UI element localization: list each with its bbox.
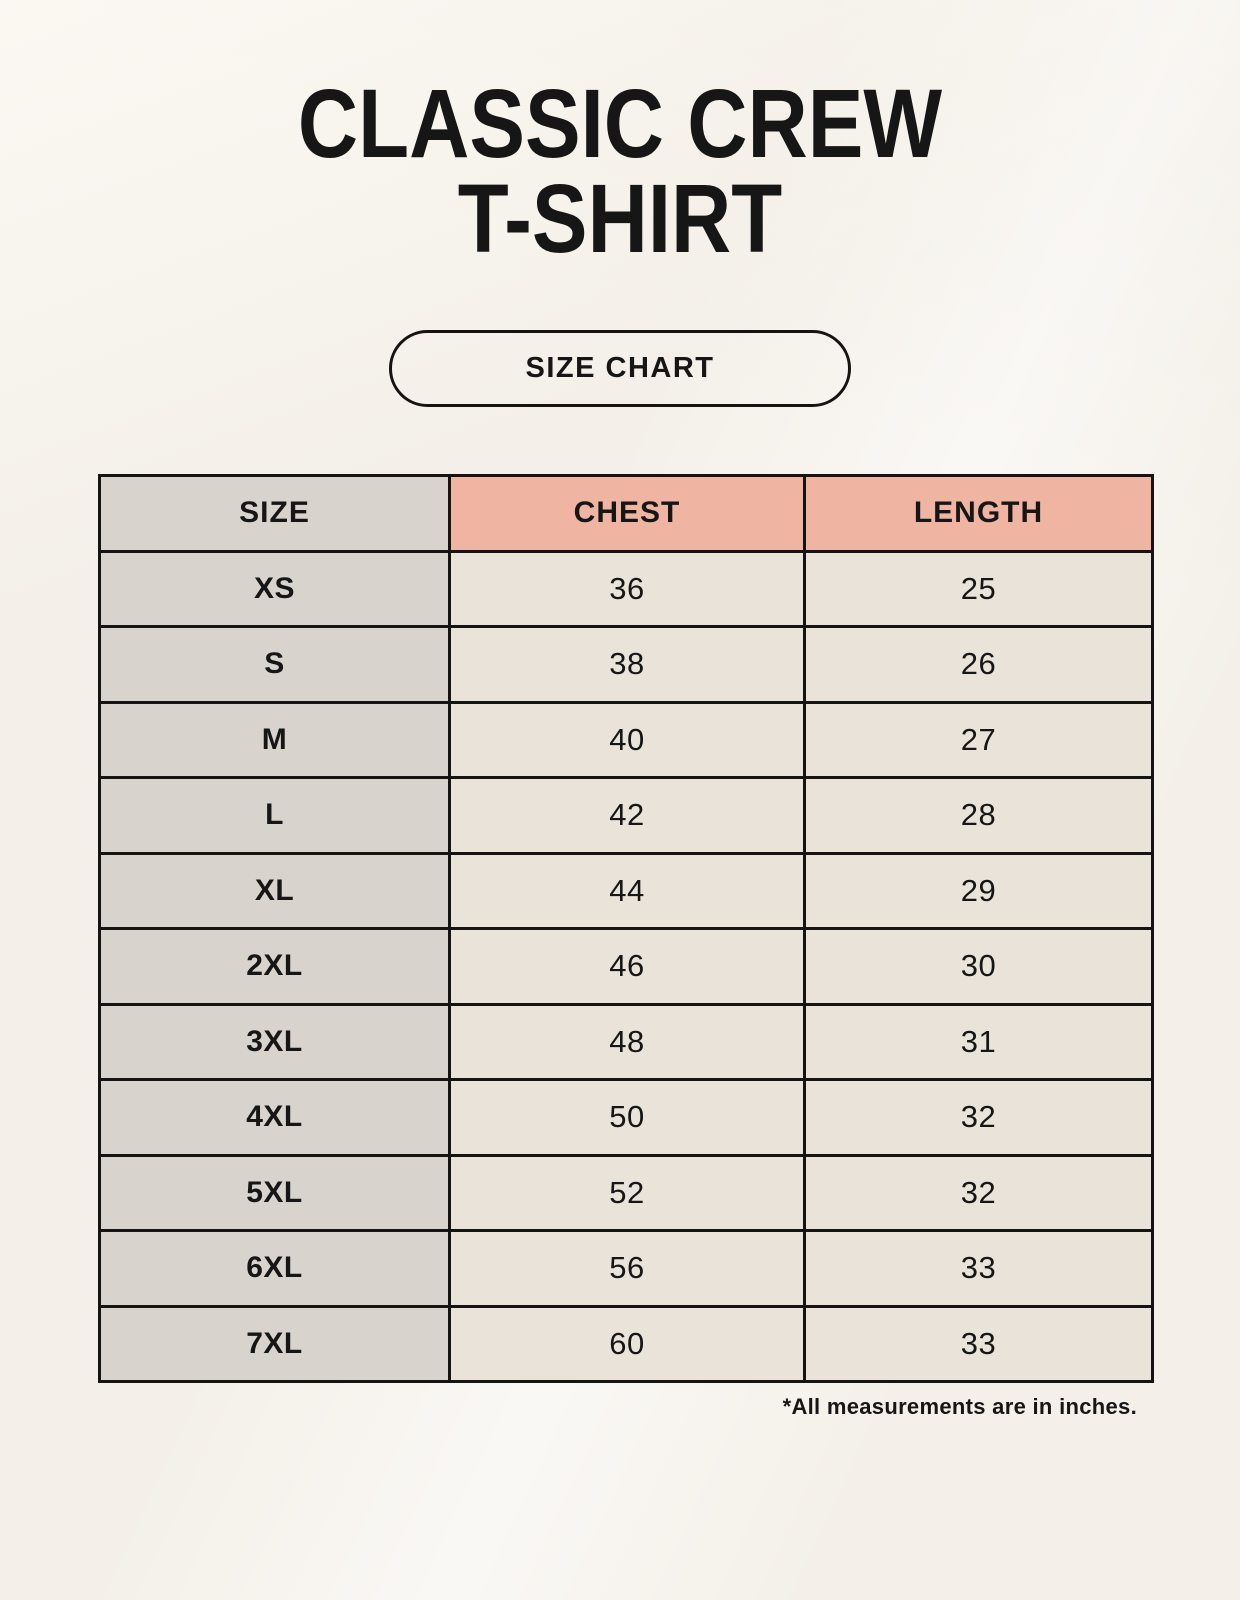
chest-value-cell: 40	[450, 702, 805, 778]
table-row	[100, 1155, 1153, 1231]
length-value-cell: 32	[805, 1080, 1153, 1156]
size-table-body	[100, 551, 1153, 1382]
page-title	[87, 0, 1153, 274]
column-header-size: SIZE	[100, 476, 450, 552]
table-row	[100, 1306, 1153, 1382]
size-label-cell: M	[100, 702, 450, 778]
measurements-footnote: *All measurements are in inches.	[782, 1394, 1137, 1420]
chest-value-cell: 52	[450, 1155, 805, 1231]
page-title-line-2: T-SHIRT	[457, 164, 783, 274]
table-row	[100, 778, 1153, 854]
chest-value-cell: 56	[450, 1231, 805, 1307]
size-label-cell: L	[100, 778, 450, 854]
table-row	[100, 1004, 1153, 1080]
length-value-cell: 26	[805, 627, 1153, 703]
size-label-cell: 3XL	[100, 1004, 450, 1080]
length-value-cell: 30	[805, 929, 1153, 1005]
table-row	[100, 551, 1153, 627]
table-row	[100, 627, 1153, 703]
size-label-cell: 7XL	[100, 1306, 450, 1382]
chest-value-cell: 50	[450, 1080, 805, 1156]
size-table	[98, 474, 1154, 1383]
chest-value-cell: 48	[450, 1004, 805, 1080]
chest-value-cell: 42	[450, 778, 805, 854]
size-label-cell: 6XL	[100, 1231, 450, 1307]
length-value-cell: 29	[805, 853, 1153, 929]
length-value-cell: 28	[805, 778, 1153, 854]
chest-value-cell: 46	[450, 929, 805, 1005]
size-label-cell: S	[100, 627, 450, 703]
column-header-length: LENGTH	[805, 476, 1153, 552]
table-row	[100, 1080, 1153, 1156]
table-row	[100, 853, 1153, 929]
page-title-line-1: CLASSIC CREW	[297, 69, 943, 178]
chest-value-cell: 60	[450, 1306, 805, 1382]
length-value-cell: 33	[805, 1231, 1153, 1307]
size-label-cell: 5XL	[100, 1155, 450, 1231]
length-value-cell: 27	[805, 702, 1153, 778]
size-chart-badge[interactable]: SIZE CHART	[389, 330, 851, 407]
chest-value-cell: 36	[450, 551, 805, 627]
size-table-header	[100, 476, 1153, 552]
size-label-cell: 2XL	[100, 929, 450, 1005]
length-value-cell: 25	[805, 551, 1153, 627]
length-value-cell: 31	[805, 1004, 1153, 1080]
chest-value-cell: 44	[450, 853, 805, 929]
column-header-chest: CHEST	[450, 476, 805, 552]
size-table-container	[98, 474, 1151, 1383]
header-row	[100, 476, 1153, 552]
chest-value-cell: 38	[450, 627, 805, 703]
length-value-cell: 33	[805, 1306, 1153, 1382]
length-value-cell: 32	[805, 1155, 1153, 1231]
size-label-cell: XS	[100, 551, 450, 627]
table-row	[100, 702, 1153, 778]
size-label-cell: XL	[100, 853, 450, 929]
size-label-cell: 4XL	[100, 1080, 450, 1156]
table-row	[100, 929, 1153, 1005]
table-row	[100, 1231, 1153, 1307]
